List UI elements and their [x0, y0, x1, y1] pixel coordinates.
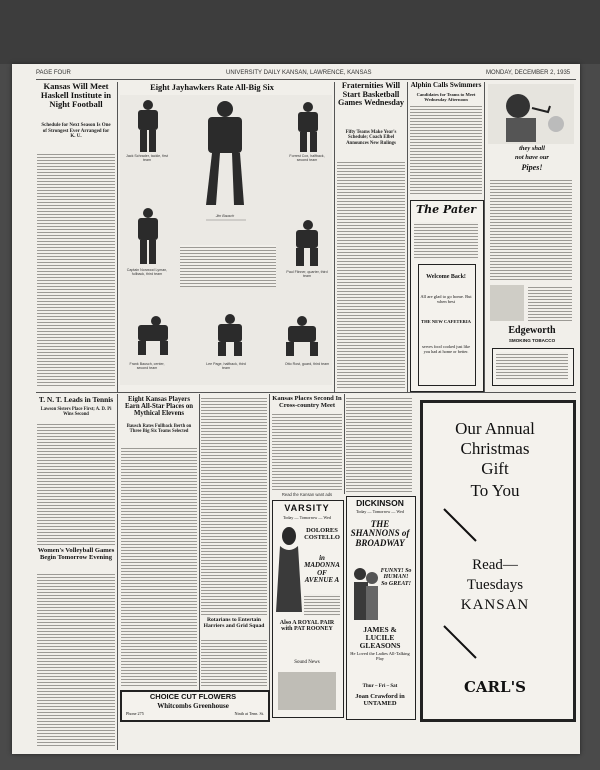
caption-rost: Otto Rost, guard, third team: [284, 362, 330, 366]
column-rule: [344, 394, 345, 494]
mythical-subhead: Bausch Rates Fullback Berth on Three Big Six Teams Selected: [126, 424, 192, 435]
caption-flinner: Paul Flinner, quarter, third team: [286, 270, 328, 279]
actress-illustration: [274, 524, 304, 614]
edgeworth-body: [528, 285, 572, 321]
tt-body: [37, 422, 115, 546]
varsity-film: in MADONNA OF AVENUE A: [304, 554, 340, 585]
alphin-headline: Alphin Calls Swimmers: [410, 81, 482, 89]
varsity-short-image: [278, 672, 336, 710]
volleyball-body: [37, 572, 115, 748]
crosscountry-headline: Kansas Places Second In Cross-country Meet: [272, 395, 342, 409]
christmas-line7: KANSAN: [460, 597, 530, 613]
varsity-also: Also A ROYAL PAIR with PAT ROONEY: [279, 620, 335, 633]
dalcroze-frame: [202, 624, 268, 690]
mythical-headline: Eight Kansas Players Earn All-Star Places on Mythical Elevens: [124, 396, 194, 418]
christmas-line6: Tuesdays: [466, 577, 524, 593]
shannons-star: Joan Crawford in UNTAMED: [355, 693, 405, 707]
column-rule: [117, 394, 118, 750]
column-rule: [407, 82, 408, 392]
flowers-title: CHOICE CUT FLOWERS: [149, 692, 237, 701]
dickinson-name: DICKINSON: [356, 498, 404, 508]
shannons-cast: JAMES & LUCILE GLEASONS: [359, 625, 401, 650]
varsity-when: Today — Tomorrow — Wed: [282, 515, 331, 520]
couple-illustration: [350, 566, 380, 622]
pointer-line: [440, 505, 480, 545]
alphin-body: [410, 104, 482, 194]
pater-body: [414, 222, 478, 260]
tobacco-tin-image: [490, 285, 524, 321]
scan-background: [0, 0, 600, 64]
christmas-line5: Read—: [472, 557, 518, 573]
pipe-smoker-illustration: [488, 84, 574, 144]
fraternities-body: [337, 160, 405, 390]
jayhawkers-blurb: [180, 245, 276, 287]
pater-name: THE NEW CAFETERIA: [421, 319, 471, 324]
pipes-line1: they shall: [519, 145, 545, 152]
rotarians-headline: Rotarians to Entertain Harriers and Grid Squad: [203, 617, 265, 629]
edgeworth-tag: SMOKING TOBACCO: [508, 338, 556, 343]
page-number: PAGE FOUR: [36, 70, 71, 76]
pater-title: The Pater: [416, 203, 476, 216]
flowers-address: Ninth at Tenn. St.: [234, 711, 264, 716]
shannons-extra: FUNNY! So HUMAN! So GREAT!: [380, 568, 412, 587]
pater-inner-frame: [418, 264, 476, 386]
edgeworth-brand: Edgeworth: [508, 325, 556, 336]
date: MONDAY, DECEMBER 2, 1935: [486, 70, 571, 76]
pater-foot: serves food cooked just like you had at home or better.: [422, 344, 470, 354]
shannons-next: Thur – Fri – Sat: [362, 684, 398, 689]
pipes-line2: not have our: [515, 154, 549, 161]
column-rule: [484, 82, 485, 392]
fraternities-headline: Fraternities Will Start Basketball Games Wednesday: [337, 81, 405, 108]
tt-subhead: Lawson Sisters Place First; A. D. Pi Wins Second: [40, 407, 112, 418]
varsity-name: VARSITY: [284, 503, 330, 513]
paper-name: UNIVERSITY DAILY KANSAN, LAWRENCE, KANSAS: [226, 70, 372, 76]
pater-sub: All are glad to go home. But when best: [420, 294, 472, 304]
caption-lyman: Captain Norwood Lyman, fullback, third team: [126, 268, 168, 277]
pipes-line3: Pipes!: [521, 163, 543, 172]
varsity-star: DOLORES COSTELLO: [304, 527, 340, 541]
christmas-line4: To You: [470, 481, 520, 500]
caption-jim-bausch: Jim Bausch: [215, 214, 235, 218]
flowers-phone: Phone 275: [126, 711, 144, 716]
column-rule: [117, 82, 118, 392]
caption-page: Lee Page, halfback, third team: [206, 362, 246, 371]
christmas-line3: Gift: [481, 459, 509, 478]
caption-cox: Forrest Cox, halfback, second team: [289, 154, 325, 163]
kansan-want-ads: Read the Kansan want ads: [281, 492, 333, 497]
varsity-news: Sound News: [294, 660, 320, 665]
dickinson-when: Today — Tomorrow — Wed: [355, 509, 404, 514]
volleyball-headline: Women's Volleyball Games Begin Tomorrow Evening: [37, 547, 115, 561]
tt-headline: T. N. T. Leads in Tennis: [38, 395, 114, 404]
christmas-line1: Our Annual: [455, 419, 535, 438]
haskell-headline: Kansas Will Meet Haskell Institute in Night Football: [40, 81, 112, 110]
carls-brand: CARL'S: [463, 678, 526, 696]
pipes-body: [490, 178, 572, 282]
shannons-title: THE SHANNONS of BROADWAY: [350, 519, 410, 548]
pointer-line: [440, 622, 480, 662]
fraternities-subhead: Fifty Teams Make Year's Schedule; Coach Elbel Announces New Rulings: [345, 130, 397, 146]
results-table: [346, 396, 412, 492]
varsity-cast: [304, 594, 340, 616]
football-players-illustration: [120, 95, 332, 385]
christmas-line2: Christmas: [460, 439, 530, 458]
column-rule: [199, 394, 200, 690]
column-rule: [334, 82, 335, 392]
mythical-body-continued: [201, 396, 267, 616]
coupon-text: [496, 352, 568, 380]
column-rule: [269, 394, 270, 690]
alphin-subhead: Candidates for Teams to Meet Wednesday Afternoon: [416, 92, 476, 103]
section-rule: [36, 392, 576, 393]
caption-schrader: Jack Schrader, tackle, first team: [126, 154, 168, 163]
haskell-subhead: Schedule for Next Season Is One of Strongest Ever Arranged for K. U.: [41, 123, 111, 139]
shannons-tag: He Loved the Ladies All-Talking Play: [350, 651, 410, 661]
flowers-name: Whitcombs Greenhouse: [157, 702, 229, 710]
caption-frank-bausch: Frank Bausch, center, second team: [129, 362, 165, 371]
crosscountry-body: [272, 412, 342, 492]
masthead-rule: [36, 79, 576, 80]
jayhawkers-headline: Eight Jayhawkers Rate All-Big Six: [150, 83, 274, 92]
pater-welcome: Welcome Back!: [426, 274, 466, 280]
haskell-body: [37, 152, 115, 388]
mythical-body: [121, 446, 197, 686]
